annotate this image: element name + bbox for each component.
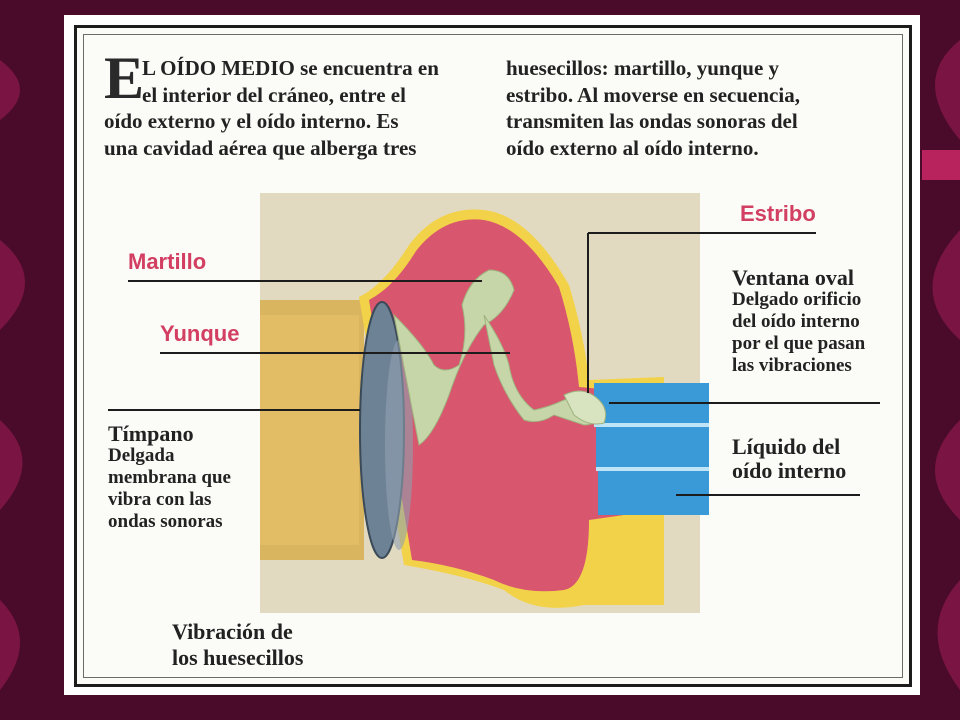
intro-right-column — [506, 55, 800, 161]
intro-line: una cavidad aérea que alberga tres — [104, 135, 417, 160]
label-ventana-oval-line: Delgado orificio — [732, 289, 862, 310]
label-vibracion — [172, 619, 303, 671]
intro-line: el interior del cráneo, entre el — [142, 82, 406, 107]
label-timpano-line: Delgada — [108, 445, 175, 466]
intro-line: oído externo al oído interno. — [506, 135, 759, 160]
intro-line: huesecillos: martillo, yunque y — [506, 56, 780, 80]
label-timpano-line: ondas sonoras — [108, 511, 223, 532]
intro-line: L OÍDO MEDIO se encuentra en — [142, 56, 439, 80]
label-vibracion-line: los huesecillos — [172, 645, 304, 670]
intro-left-column — [104, 55, 439, 161]
intro-line: transmiten las ondas sonoras del — [506, 109, 798, 133]
label-ventana-oval-line: las vibraciones — [732, 355, 852, 376]
label-estribo: Estribo — [740, 201, 816, 226]
label-timpano — [108, 423, 231, 533]
label-liquido-line: oído interno — [732, 458, 847, 483]
label-ventana-oval-line: por el que pasan — [732, 333, 866, 354]
label-ventana-oval — [732, 267, 865, 377]
diagram-card — [64, 15, 920, 695]
intro-dropcap: E — [104, 45, 145, 111]
intro-line: oído externo y el oído interno. Es — [104, 109, 399, 133]
label-timpano-line: membrana que — [108, 467, 231, 488]
label-timpano-line: vibra con las — [108, 489, 212, 510]
label-ventana-oval-line: del oído interno — [732, 311, 860, 332]
label-yunque: Yunque — [160, 321, 240, 346]
label-vibracion-line: Vibración de — [172, 619, 293, 644]
label-ventana-oval-title: Ventana oval — [732, 265, 855, 290]
label-timpano-title: Tímpano — [108, 421, 194, 446]
label-liquido — [732, 435, 846, 483]
label-martillo: Martillo — [128, 249, 207, 274]
intro-line: estribo. Al moverse en secuencia, — [506, 82, 800, 107]
label-liquido-line: Líquido del — [732, 434, 841, 459]
